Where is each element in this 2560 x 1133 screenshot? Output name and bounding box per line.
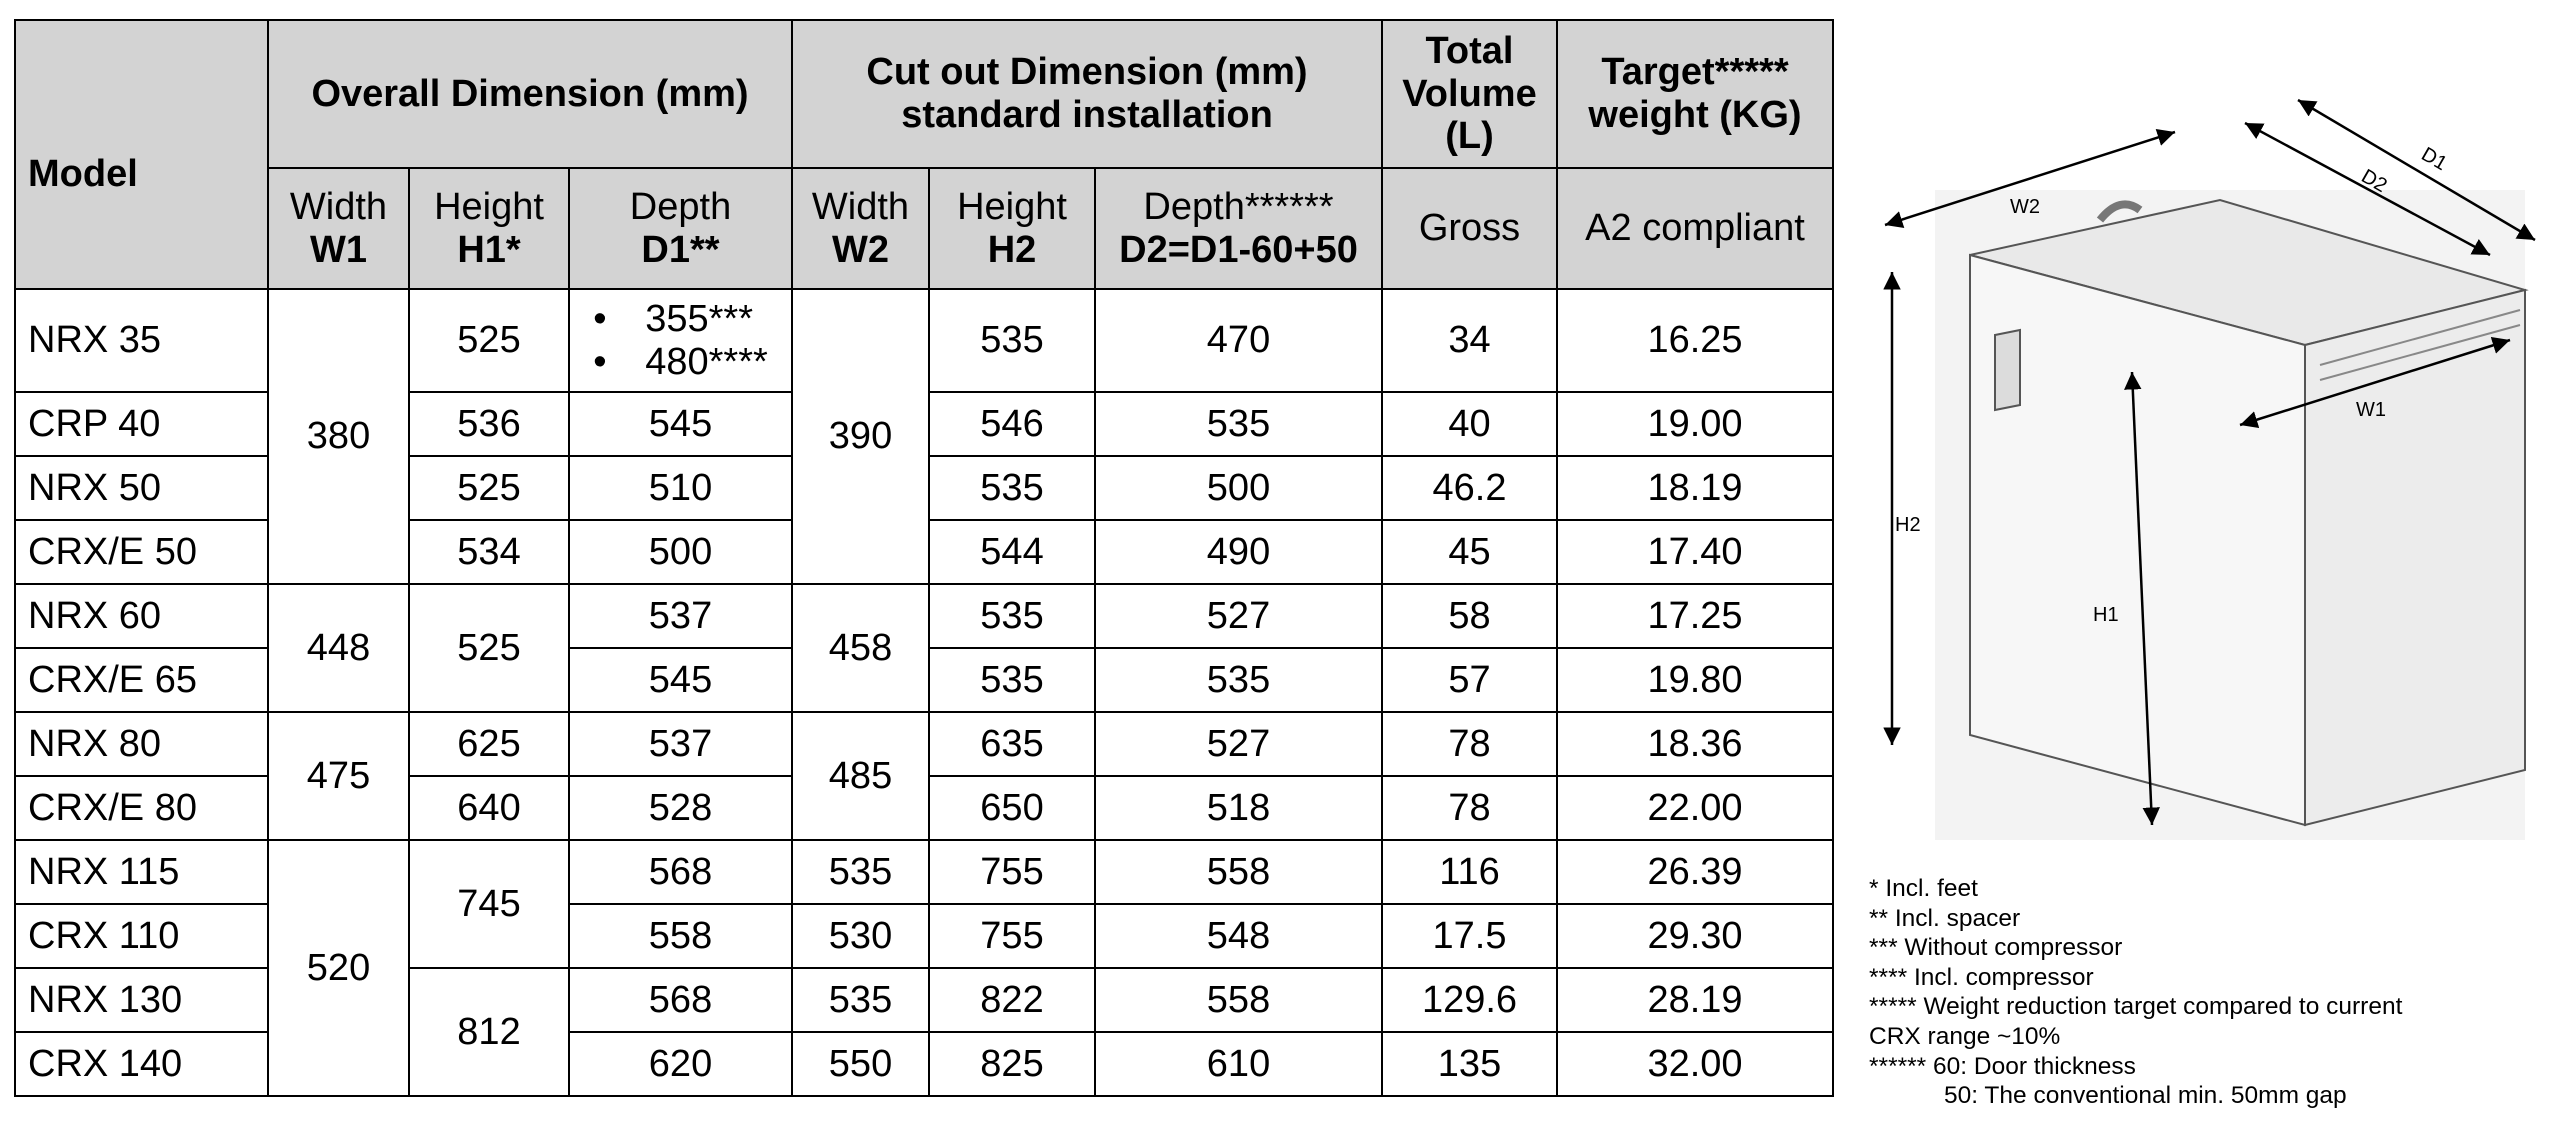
- model-header: Model: [15, 20, 268, 289]
- co-depth-header: Depth****** D2=D1-60+50: [1095, 168, 1382, 289]
- h1-label: H1: [2093, 604, 2119, 626]
- weight-cell: 28.19: [1557, 968, 1833, 1032]
- h2-cell: 535: [929, 289, 1095, 392]
- footnote: 50: The conventional min. 50mm gap: [1944, 1082, 2347, 1110]
- co-width-header: Width W2: [792, 168, 929, 289]
- weight-cell: 19.00: [1557, 392, 1833, 456]
- d1-cell: 537: [569, 712, 792, 776]
- d2-cell: 490: [1095, 520, 1382, 584]
- d2-cell: 527: [1095, 584, 1382, 648]
- weight-cell: 18.19: [1557, 456, 1833, 520]
- w1-label: W1: [2356, 399, 2386, 421]
- model-cell: CRX/E 80: [15, 776, 268, 840]
- total-volume-header: Total Volume (L): [1382, 20, 1557, 168]
- h2-cell: 822: [929, 968, 1095, 1032]
- weight-cell: 29.30: [1557, 904, 1833, 968]
- volume-cell: 40: [1382, 392, 1557, 456]
- volume-cell: 58: [1382, 584, 1557, 648]
- w2-cell: 485: [792, 712, 929, 840]
- weight-cell: 19.80: [1557, 648, 1833, 712]
- d1-cell: 620: [569, 1032, 792, 1096]
- volume-cell: 135: [1382, 1032, 1557, 1096]
- w2-cell: 458: [792, 584, 929, 712]
- weight-cell: 26.39: [1557, 840, 1833, 904]
- h1-cell: 525: [409, 584, 569, 712]
- w2-label: W2: [2010, 196, 2040, 218]
- fridge-illustration: [1970, 200, 2525, 825]
- h1-cell: 745: [409, 840, 569, 968]
- volume-cell: 46.2: [1382, 456, 1557, 520]
- gross-header: Gross: [1382, 168, 1557, 289]
- weight-cell: 18.36: [1557, 712, 1833, 776]
- table-row: [15, 584, 1833, 648]
- table-row: [15, 840, 1833, 904]
- d2-cell: 535: [1095, 392, 1382, 456]
- volume-cell: 45: [1382, 520, 1557, 584]
- w1-cell: 475: [268, 712, 409, 840]
- h2-cell: 535: [929, 648, 1095, 712]
- footnote: *** Without compressor: [1869, 934, 2123, 962]
- model-cell: NRX 80: [15, 712, 268, 776]
- d1-cell: 568: [569, 840, 792, 904]
- co-height-header: Height H2: [929, 168, 1095, 289]
- h2-cell: 755: [929, 840, 1095, 904]
- d2-cell: 527: [1095, 712, 1382, 776]
- d2-cell: 548: [1095, 904, 1382, 968]
- table-row: [15, 712, 1833, 776]
- h2-cell: 650: [929, 776, 1095, 840]
- header-row-2: [15, 168, 1833, 289]
- h2-cell: 546: [929, 392, 1095, 456]
- model-cell: CRX/E 65: [15, 648, 268, 712]
- table-row: [15, 289, 1833, 392]
- footnote: ** Incl. spacer: [1869, 904, 2021, 932]
- footnote: ****** 60: Door thickness: [1869, 1052, 2136, 1080]
- w1-cell: 380: [268, 289, 409, 584]
- dimension-spec-table: [14, 19, 1834, 1097]
- d1-cell: 545: [569, 392, 792, 456]
- h1-cell: 625: [409, 712, 569, 776]
- d2-cell: 470: [1095, 289, 1382, 392]
- w2-cell: 390: [792, 289, 929, 584]
- h1-cell: 525: [409, 289, 569, 392]
- volume-cell: 34: [1382, 289, 1557, 392]
- w2-cell: 550: [792, 1032, 929, 1096]
- h2-cell: 544: [929, 520, 1095, 584]
- d1-cell: • 355*** • 480****: [569, 289, 792, 392]
- weight-cell: 22.00: [1557, 776, 1833, 840]
- h1-cell: 525: [409, 456, 569, 520]
- d1-cell: 510: [569, 456, 792, 520]
- d2-cell: 558: [1095, 968, 1382, 1032]
- h1-cell: 812: [409, 968, 569, 1096]
- d2-cell: 558: [1095, 840, 1382, 904]
- d1-cell: 558: [569, 904, 792, 968]
- h2-label: H2: [1895, 514, 1921, 536]
- h2-cell: 535: [929, 456, 1095, 520]
- h2-cell: 825: [929, 1032, 1095, 1096]
- weight-cell: 32.00: [1557, 1032, 1833, 1096]
- model-cell: CRX/E 50: [15, 520, 268, 584]
- h2-cell: 535: [929, 584, 1095, 648]
- footnote: * Incl. feet: [1869, 875, 1978, 902]
- ov-depth-header: Depth D1**: [569, 168, 792, 289]
- header-row-1: [15, 20, 1833, 168]
- h1-cell: 536: [409, 392, 569, 456]
- model-cell: CRX 110: [15, 904, 268, 968]
- d2-label: D2: [2357, 165, 2391, 198]
- volume-cell: 17.5: [1382, 904, 1557, 968]
- h2-cell: 635: [929, 712, 1095, 776]
- h2-cell: 755: [929, 904, 1095, 968]
- d1-cell: 528: [569, 776, 792, 840]
- cutout-dimension-header: Cut out Dimension (mm) standard installation: [792, 20, 1382, 168]
- d2-cell: 610: [1095, 1032, 1382, 1096]
- footnote: ***** Weight reduction target compared to current: [1869, 993, 2403, 1021]
- h1-cell: 640: [409, 776, 569, 840]
- volume-cell: 57: [1382, 648, 1557, 712]
- model-cell: NRX 35: [15, 289, 268, 392]
- w2-cell: 530: [792, 904, 929, 968]
- h1-cell: 534: [409, 520, 569, 584]
- w1-cell: 520: [268, 840, 409, 1096]
- w2-cell: 535: [792, 968, 929, 1032]
- ov-width-header: Width W1: [268, 168, 409, 289]
- overall-dimension-header: Overall Dimension (mm): [268, 20, 792, 168]
- model-cell: CRP 40: [15, 392, 268, 456]
- weight-cell: 17.40: [1557, 520, 1833, 584]
- d2-cell: 535: [1095, 648, 1382, 712]
- footnotes: [1869, 874, 2549, 1111]
- d1-cell: 568: [569, 968, 792, 1032]
- weight-cell: 16.25: [1557, 289, 1833, 392]
- d1-cell: 500: [569, 520, 792, 584]
- model-cell: NRX 130: [15, 968, 268, 1032]
- fridge-dimension-diagram: [1860, 80, 2540, 850]
- model-cell: NRX 60: [15, 584, 268, 648]
- d2-cell: 518: [1095, 776, 1382, 840]
- footnote: CRX range ~10%: [1869, 1022, 2061, 1050]
- volume-cell: 78: [1382, 776, 1557, 840]
- ov-height-header: Height H1*: [409, 168, 569, 289]
- w1-cell: 448: [268, 584, 409, 712]
- d1-cell: 537: [569, 584, 792, 648]
- d1-cell: 545: [569, 648, 792, 712]
- weight-cell: 17.25: [1557, 584, 1833, 648]
- volume-cell: 78: [1382, 712, 1557, 776]
- footnote: **** Incl. compressor: [1869, 963, 2094, 991]
- d1-label: D1: [2417, 143, 2451, 176]
- model-cell: CRX 140: [15, 1032, 268, 1096]
- target-weight-header: Target***** weight (KG): [1557, 20, 1833, 168]
- volume-cell: 116: [1382, 840, 1557, 904]
- a2-compliant-header: A2 compliant: [1557, 168, 1833, 289]
- volume-cell: 129.6: [1382, 968, 1557, 1032]
- w2-cell: 535: [792, 840, 929, 904]
- model-cell: NRX 50: [15, 456, 268, 520]
- model-cell: NRX 115: [15, 840, 268, 904]
- d2-cell: 500: [1095, 456, 1382, 520]
